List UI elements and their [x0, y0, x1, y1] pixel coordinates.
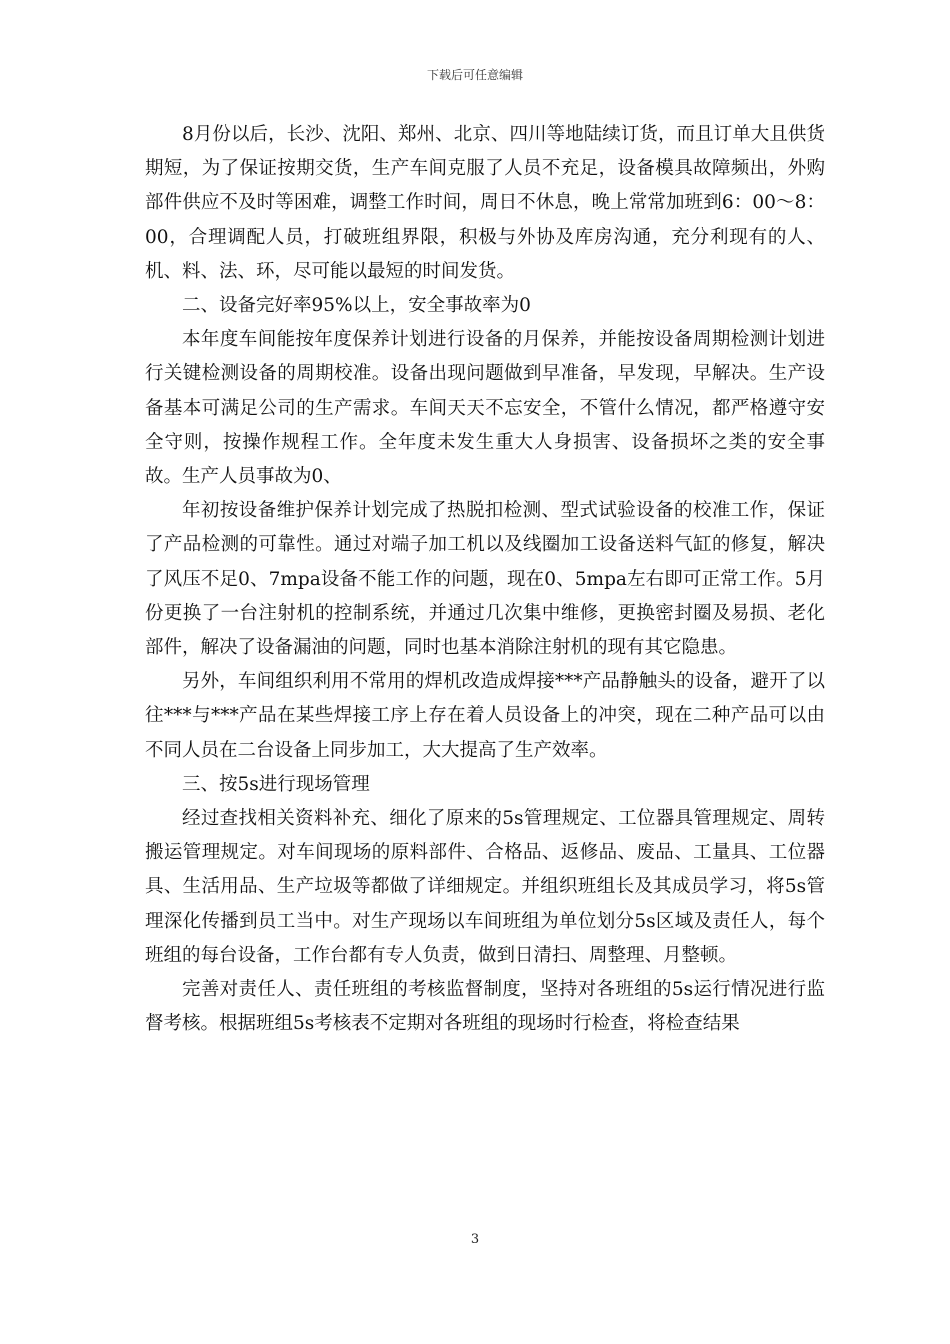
section-heading-equipment: 二、设备完好率95%以上，安全事故率为0 [182, 295, 531, 317]
page-header: 下载后可任意编辑 [426, 68, 523, 82]
paragraph-maintenance: 本年度车间能按年度保养计划进行设备的月保养，并能按设备周期检测计划进行关键检测设备的周期校准。设备出现问题做到早准备，早发现，早解决。生产设备基本可满足公司的生产需求。车间天天不忘安全，不管什么情况，都严格遵守安全守则，按操作规程工作。全年度未发生重大人身损害、设备损坏之类的安全事故。生产人员事故为0、 [145, 329, 825, 488]
paragraph-5s-assessment: 完善对责任人、责任班组的考核监督制度，坚持对各班组的5s运行情况进行监督考核。根据班组5s考核表不定期对各班组的现场时行检查，将检查结果 [145, 979, 825, 1035]
paragraph-welding: 另外，车间组织利用不常用的焊机改造成焊接***产品静触头的设备，避开了以往***与***产品在某些焊接工序上存在着人员设备上的冲突，现在二种产品可以由不同人员在二台设备上同步加工，大大提高了生产效率。 [145, 671, 825, 761]
paragraph-calibration: 年初按设备维护保养计划完成了热脱扣检测、型式试验设备的校准工作，保证了产品检测的可靠性。通过对端子加工机以及线圈加工设备送料气缸的修复，解决了风压不足0、7mpa设备不能工作的问题，现在0、5mpa左右即可正常工作。5月份更换了一台注射机的控制系统，并通过几次集中维修，更换密封圈及易损、老化部件，解决了设备漏油的问题，同时也基本消除注射机的现有其它隐患。 [145, 500, 825, 659]
document-body [145, 118, 825, 1041]
paragraph-delivery: 8月份以后，长沙、沈阳、郑州、北京、四川等地陆续订货，而且订单大且供货期短，为了保证按期交货，生产车间克服了人员不充足，设备模具故障频出，外购部件供应不及时等困难，调整工作时间，周日不休息，晚上常常加班到6：00～8：00，合理调配人员，打破班组界限，积极与外协及库房沟通，充分利现有的人、机、料、法、环，尽可能以最短的时间发货。 [145, 124, 825, 282]
page-number: 3 [470, 1232, 480, 1247]
paragraph-5s-rules: 经过查找相关资料补充、细化了原来的5s管理规定、工位器具管理规定、周转搬运管理规定。对车间现场的原料部件、合格品、返修品、废品、工量具、工位器具、生活用品、生产垃圾等都做了详细规定。并组织班组长及其成员学习，将5s管理深化传播到员工当中。对生产现场以车间班组为单位划分5s区域及责任人，每个班组的每台设备，工作台都有专人负责，做到日清扫、周整理、月整顿。 [145, 808, 825, 966]
section-heading-5s: 三、按5s进行现场管理 [182, 773, 370, 795]
